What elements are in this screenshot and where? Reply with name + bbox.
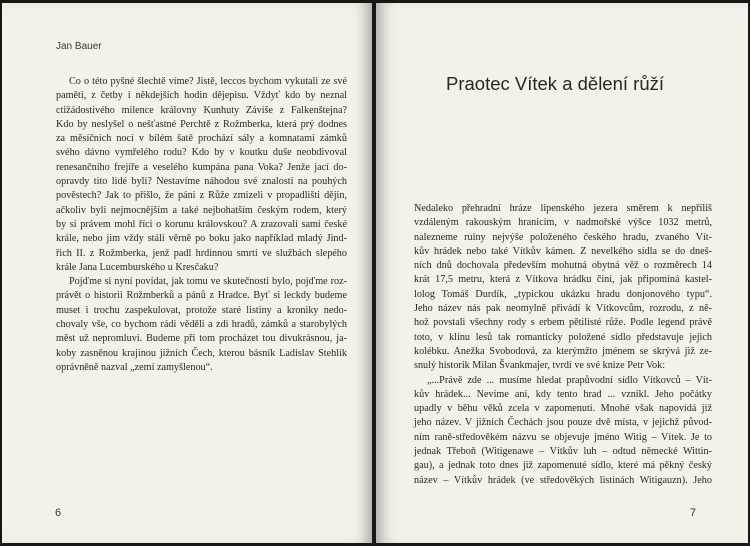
- text-line: paměti, z četby i někdejších hodin dějepisu. Vždyť kdo by neznal: [56, 90, 347, 102]
- text-line: krále, nebo jim vždy stáli věrně po boku jako například mladý Jind-: [56, 233, 347, 245]
- text-line: kolébku. Anežka Svobodová, za kterýmžto jménem se skrývá již ze-: [414, 345, 712, 357]
- text-line: lolog Tomáš Durdík, „typickou ukázku hradu donjonového typu“.: [414, 288, 712, 300]
- text-line: krále Jana Lucemburského u Kresčaku?: [56, 261, 219, 273]
- right-body-text: [414, 202, 712, 488]
- chapter-title: Praotec Vítek a dělení růží: [446, 73, 665, 94]
- text-line: ních dnů dochovala především mohutná obytná věž o rozměrech 14: [414, 260, 712, 272]
- text-line: krát 17,5 metru, která z Vítkova hrádku činí, jak připomíná kastel-: [414, 274, 712, 286]
- text-line: Jeho název nás pak neomylně přivádí k Vítkovcům, rozrodu, z ně-: [414, 303, 712, 315]
- text-line: toto, v klínu lesů tak romanticky položené sídlo představuje jejich: [414, 331, 712, 343]
- text-line: by si právem mohl říci o korunu královskou? A zrazovali sami české: [56, 218, 347, 230]
- text-line: Kdo by neslyšel o nešťastné Perchtě z Rožmberka, která prý dodnes: [56, 118, 347, 130]
- left-page: [2, 3, 372, 543]
- left-body-text: [56, 75, 347, 375]
- text-line: snulý historik Milan Švankmajer, tvrdí ve své knize Petr Vok:: [414, 360, 666, 372]
- text-line: gau), a jednak toto dnes již zapomenuté sídlo, které má pěkný český: [414, 460, 712, 472]
- text-line: jeho název. V jižních Čechách jsou pouze dvě místa, v jejichž původ-: [414, 417, 712, 429]
- text-line: ním raně-středověkém názvu se objevuje jméno Witig – Vítek. Je to: [414, 431, 712, 443]
- text-line: měst už nepromluví. Budeme při tom procházet tou divukrásnou, ja-: [56, 333, 347, 345]
- running-head-author: Jan Bauer: [56, 41, 102, 52]
- text-line: Co o této pyšné šlechtě víme? Jistě, leccos bychom vykutali ze své: [69, 76, 347, 87]
- text-line: koby zasněnou krajinou jižních Čech, kterou básník Ladislav Stehlík: [56, 347, 347, 359]
- text-line: „...Právě zde ... musíme hledat prapůvodní sídlo Vítkovců – Vít-: [427, 374, 712, 386]
- text-line: oprávněně nazval „zemí zamyšlenou“.: [56, 361, 213, 373]
- text-line: chovaly vše, co bychom rádi věděli a zdi hradů, zámků a starobylých: [56, 319, 347, 331]
- text-line: renesančního frejíře a veselého kumpána pana Voka? Jenže jací do-: [56, 161, 347, 173]
- text-line: ctižádostivého milence královny Kunhuty Záviše z Falkenštejna?: [56, 104, 347, 116]
- text-line: řich II. z Rožmberka, jenž padl hrdinnou smrtí ve službách slepého: [56, 247, 347, 259]
- text-line: muset i trochu zaspekulovat, protože staré listiny a kroniky nedo-: [56, 304, 347, 316]
- text-line: název – Vítkův hrádek (ve středověkých listinách Witigauzn). Jeho: [414, 474, 712, 486]
- text-line: ačkoliv byli nejmocnějším a také nejbohatším českým rodem, který: [56, 204, 347, 216]
- text-line: vzdáleným rakouským hranicím, v nadmořské výšce 1032 metrů,: [414, 217, 712, 229]
- text-line: Pojďme si nyní povídat, jak tomu ve skutečnosti bylo, pojďme roz-: [69, 276, 347, 288]
- text-line: kův hrádek nebo také Vítkův kámen. Z nevelkého sídla se do dneš-: [414, 245, 712, 257]
- right-page: [376, 3, 748, 543]
- text-line: opravdy tito lidé byli? Nestavíme náhodou své znalosti na pouhých: [56, 176, 347, 188]
- page-number: 7: [689, 507, 696, 519]
- text-line: nalezneme ruiny nejvýše položeného českého hradu, zvaného Vít-: [414, 231, 712, 243]
- text-line: Nedaleko přehradní hráze lipenského jezera směrem k nepříliš: [414, 203, 712, 214]
- text-line: jednak Třeboň (Witigenawe – Vítkův luh – odtud německé Wittin-: [414, 446, 712, 458]
- text-line: upadly v běhu věků zcela v zapomenutí. Mnohé však napovídá již: [414, 403, 712, 415]
- text-line: svého dávno vymřelého rodu? Kdo by v koutku duše neobdivoval: [56, 147, 347, 159]
- page-number: 6: [55, 507, 62, 519]
- text-line: kův hrádek... Nevíme ani, kdy tento hrad ... vznikl. Jeho počátky: [414, 388, 712, 400]
- text-line: za měsíčních nocí v bílém šatě prochází sály a komnatami zámků: [56, 133, 347, 145]
- text-line: pověstech? Jak to přišlo, že páni z Růže zmizeli v propadlišti dějin,: [56, 190, 347, 202]
- text-line: hož povstali všechny rody s erbem pětilisté růže. Podle legend právě: [414, 317, 712, 329]
- text-line: právět o historii Rožmberků a pánů z Hradce. Byť si leckdy budeme: [56, 290, 347, 302]
